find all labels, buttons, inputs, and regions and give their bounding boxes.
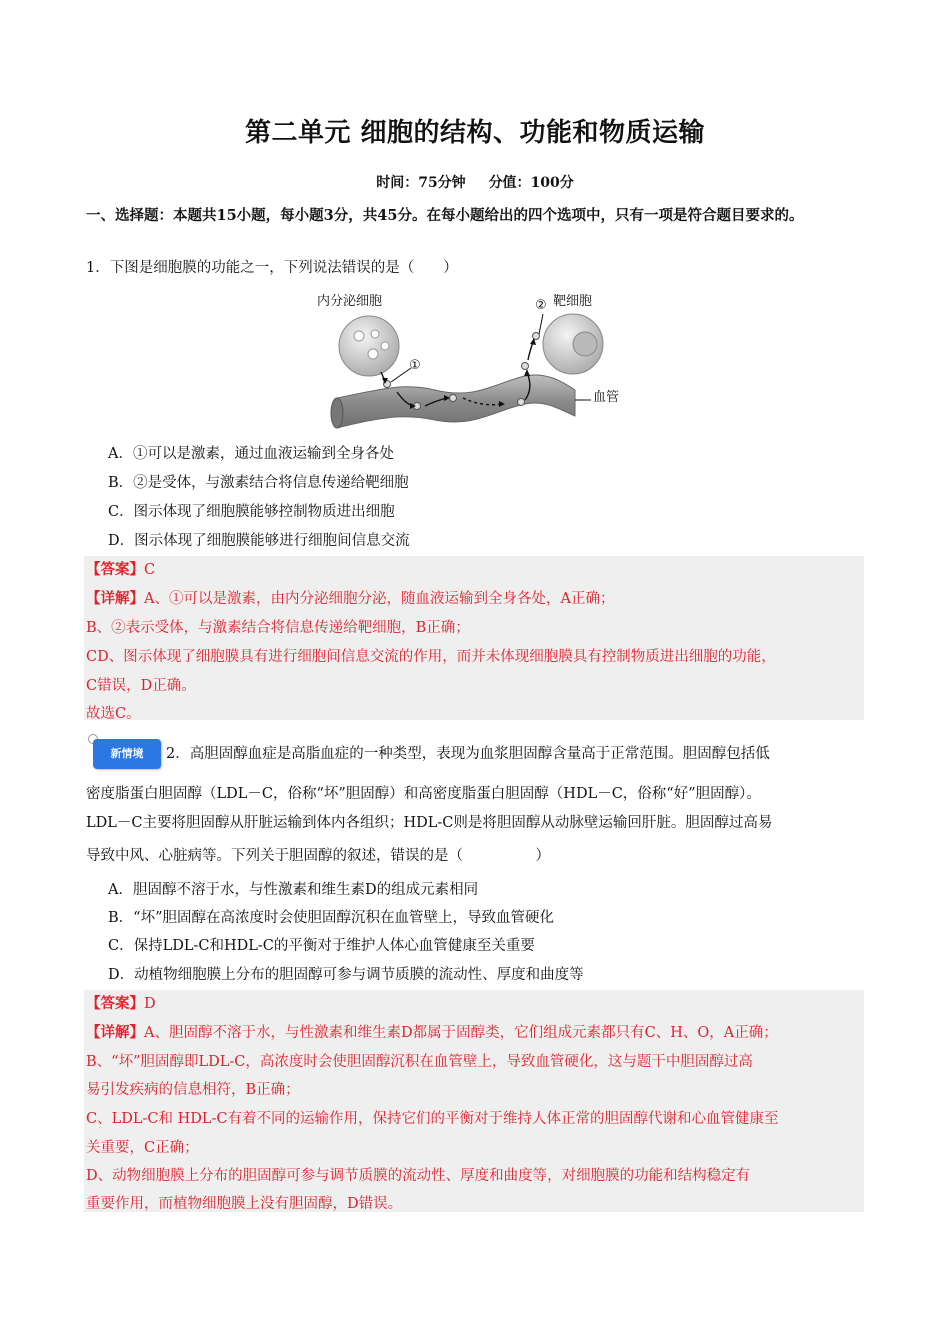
q1-detail-line: 【详解】A、①可以是激素，由内分泌细胞分泌，随血液运输到全身各处，A正确；	[86, 590, 615, 607]
q1-option-c: C．图示体现了细胞膜能够控制物质进出细胞	[108, 504, 395, 520]
q1-figure	[317, 288, 635, 438]
q2-option-c: C．保持LDL-C和HDL-C的平衡对于维护人体心血管健康至关重要	[108, 938, 535, 954]
q2-option-d: D．动植物细胞膜上分布的胆固醇可参与调节质膜的流动性、厚度和曲度等	[108, 967, 584, 983]
marker-1: ①	[409, 358, 421, 373]
cell-signaling-diagram	[325, 288, 635, 438]
q2-stem-line: LDL－C主要将胆固醇从肝脏运输到体内各组织；HDL-C则是将胆固醇从动脉壁运输回肝脏。胆固醇过高易	[86, 815, 773, 831]
answer-value: C	[144, 562, 156, 578]
vessel-left-end	[331, 398, 343, 428]
endocrine-cell-label: 内分泌细胞	[317, 294, 383, 309]
target-cell-label: 靶细胞	[553, 294, 593, 309]
q2-detail-line: B、“坏”胆固醇即LDL-C，高浓度时会使胆固醇沉积在血管壁上，导致血管硬化，这与题干中胆固醇过高	[86, 1054, 753, 1070]
exam-meta	[0, 172, 950, 192]
detail-tag: 【详解】	[86, 1024, 144, 1041]
exam-time: 时间：75分钟	[376, 175, 466, 191]
q2-stem-line: 导致中风、心脏病等。下列关于胆固醇的叙述，错误的是（ ）	[86, 848, 550, 864]
answer-value: D	[144, 996, 156, 1012]
page-title: 第二单元 细胞的结构、功能和物质运输	[244, 118, 706, 148]
q2-stem-line: 密度脂蛋白胆固醇（LDL－C，俗称“坏”胆固醇）和高密度脂蛋白胆固醇（HDL－C，俗称“好”胆固醇）。	[86, 786, 761, 802]
q2-option-a: A．胆固醇不溶于水，与性激素和维生素D的组成元素相同	[108, 882, 479, 898]
section-heading: 一、选择题：本题共15小题，每小题3分，共45分。在每小题给出的四个选项中，只有一项是符合题目要求的。	[86, 207, 804, 224]
new-context-badge: 新情境	[93, 739, 161, 769]
q2-detail-line: 【详解】A、胆固醇不溶于水，与性激素和维生素D都属于固醇类，它们组成元素都只有C、H、O，A正确；	[86, 1024, 778, 1041]
q2-detail-line: 关重要，C正确；	[86, 1140, 199, 1156]
exam-score: 分值：100分	[488, 175, 574, 191]
q2-detail-line: D、动物细胞膜上分布的胆固醇可参与调节质膜的流动性、厚度和曲度等，对细胞膜的功能和结构稳定有	[86, 1168, 751, 1184]
blood-vessel	[337, 375, 575, 428]
q1-option-d: D．图示体现了细胞膜能够进行细胞间信息交流	[108, 533, 410, 549]
q1-option-b: B．②是受体，与激素结合将信息传递给靶细胞	[108, 475, 409, 491]
q2-detail-line: 重要作用，而植物细胞膜上没有胆固醇，D错误。	[86, 1196, 403, 1212]
q1-stem: 1．下图是细胞膜的功能之一，下列说法错误的是（ ）	[86, 260, 458, 276]
endocrine-cell	[339, 316, 399, 376]
q1-detail-line: CD、图示体现了细胞膜具有进行细胞间信息交流的作用，而并未体现细胞膜具有控制物质进出细胞的功能，	[86, 649, 776, 665]
q1-answer-box	[84, 556, 864, 720]
q2-detail-line: C、LDL-C和 HDL-C有着不同的运输作用，保持它们的平衡对于维持人体正常的胆固醇代谢和心血管健康至	[86, 1111, 779, 1127]
answer-tag: 【答案】	[86, 995, 144, 1012]
marker-2: ②	[535, 298, 547, 313]
q2-detail-line: 易引发疾病的信息相符，B正确；	[86, 1082, 300, 1098]
q1-detail-line: C错误，D正确。	[86, 678, 196, 694]
hormone-molecule	[533, 333, 540, 340]
vessel-label: 血管	[593, 390, 620, 405]
q2-answer	[86, 994, 156, 1014]
q2-option-b: B．“坏”胆固醇在高浓度时会使胆固醇沉积在血管壁上，导致血管硬化	[108, 910, 554, 926]
hormone-molecule	[518, 399, 525, 406]
q1-detail-line: B、②表示受体，与激素结合将信息传递给靶细胞，B正确；	[86, 620, 470, 636]
q2-stem-line: 2．高胆固醇血症是高脂血症的一种类型，表现为血浆胆固醇含量高于正常范围。胆固醇包括低	[166, 746, 770, 762]
q1-detail-line: 故选C。	[86, 706, 141, 722]
q1-answer	[86, 560, 155, 580]
hormone-molecule	[450, 395, 457, 402]
detail-tag: 【详解】	[86, 590, 144, 607]
hormone-molecule	[522, 363, 529, 370]
answer-tag: 【答案】	[86, 561, 144, 578]
q1-option-a: A．①可以是激素，通过血液运输到全身各处	[108, 446, 394, 462]
